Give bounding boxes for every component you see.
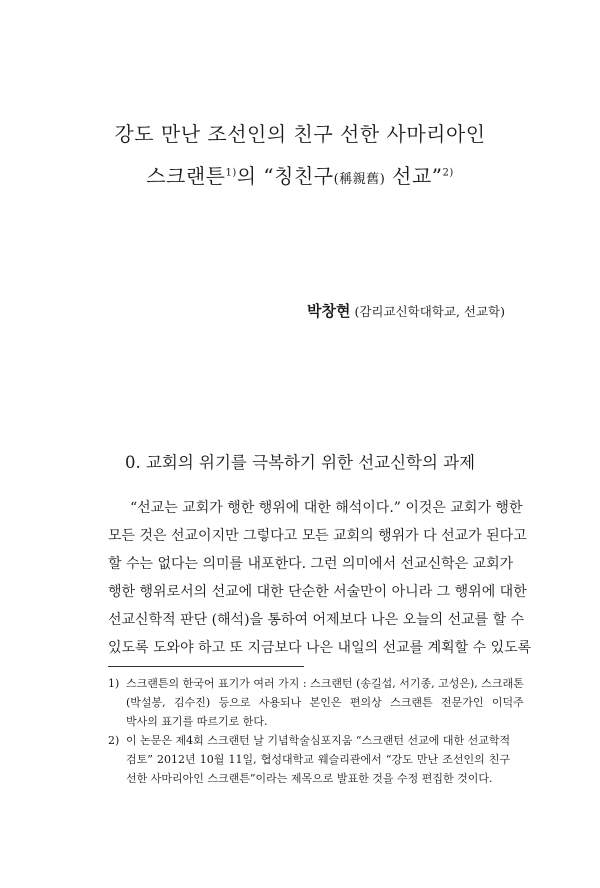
- body-paragraph: [108, 494, 532, 662]
- footnote-line: (박설봉, 김수진) 등으로 사용되나 본인은 편의상 스크랜튼 전문가인 이덕주: [126, 696, 524, 709]
- body-line: 있도록 도와야 하고 또 지금보다 나은 내일의 선교를 계획할 수 있도록: [108, 640, 532, 656]
- footnote-number: 1): [108, 677, 120, 690]
- title-post: 선교”: [385, 164, 443, 188]
- author-line: [307, 300, 505, 321]
- body-line: 할 수는 없다는 의미를 내포한다. 그런 의미에서 선교신학은 교회가: [108, 556, 514, 572]
- footnote-number: 2): [108, 734, 120, 747]
- title-name: 스크랜튼: [146, 164, 226, 188]
- footnote-line: 이 논문은 제4회 스크랜턴 날 기념학술심포지움 “스크랜턴 선교에 대한 선교학적: [126, 734, 511, 747]
- title-hanja: (稱親舊): [333, 172, 386, 187]
- footnote-1: [108, 674, 524, 731]
- footnote-divider: [108, 666, 304, 667]
- footnote-line: 스크랜튼의 한국어 표기가 여러 가지 : 스크랜턴 (송길섭, 서기종, 고성은), 스크래톤: [126, 677, 524, 690]
- paper-title: [0, 120, 600, 194]
- author-name: 박창현: [306, 302, 351, 320]
- footnote-text: [126, 731, 510, 788]
- body-line: 모든 것은 선교이지만 그렇다고 모든 교회의 행위가 다 선교가 된다고: [108, 528, 527, 544]
- footnote-text: [126, 674, 524, 731]
- footnote-line: 검토” 2012년 10월 11일, 협성대학교 웨슬리관에서 “강도 만난 조선인의 친구: [126, 753, 511, 766]
- body-line: 선교신학적 판단 (해석)을 통하여 어제보다 나은 오늘의 선교를 할 수: [108, 612, 525, 628]
- footnote-2: [108, 731, 511, 788]
- footnotes: [108, 674, 524, 788]
- author-affiliation: (감리교신학대학교, 선교학): [354, 304, 505, 319]
- title-line-1: 강도 만난 조선인의 친구 선한 사마리아인: [114, 122, 486, 146]
- footnote-line: 박사의 표기를 따르기로 한다.: [126, 715, 268, 728]
- section-heading: 0. 교회의 위기를 극복하기 위한 선교신학의 과제: [124, 453, 476, 472]
- body-line: “선교는 교회가 행한 행위에 대한 해석이다.” 이것은 교회가 행한: [130, 500, 523, 516]
- body-line: 행한 행위로서의 선교에 대한 단순한 서술만이 아니라 그 행위에 대한: [108, 584, 527, 600]
- title-mid: 의 “칭친구: [236, 164, 334, 188]
- footnote-line: 선한 사마리아인 스크랜튼”이라는 제목으로 발표한 것을 수정 편집한 것이다.: [126, 772, 493, 785]
- footnote-ref-2[interactable]: 2): [442, 167, 454, 179]
- footnote-ref-1[interactable]: 1): [225, 167, 237, 179]
- title-line-2: [0, 162, 600, 194]
